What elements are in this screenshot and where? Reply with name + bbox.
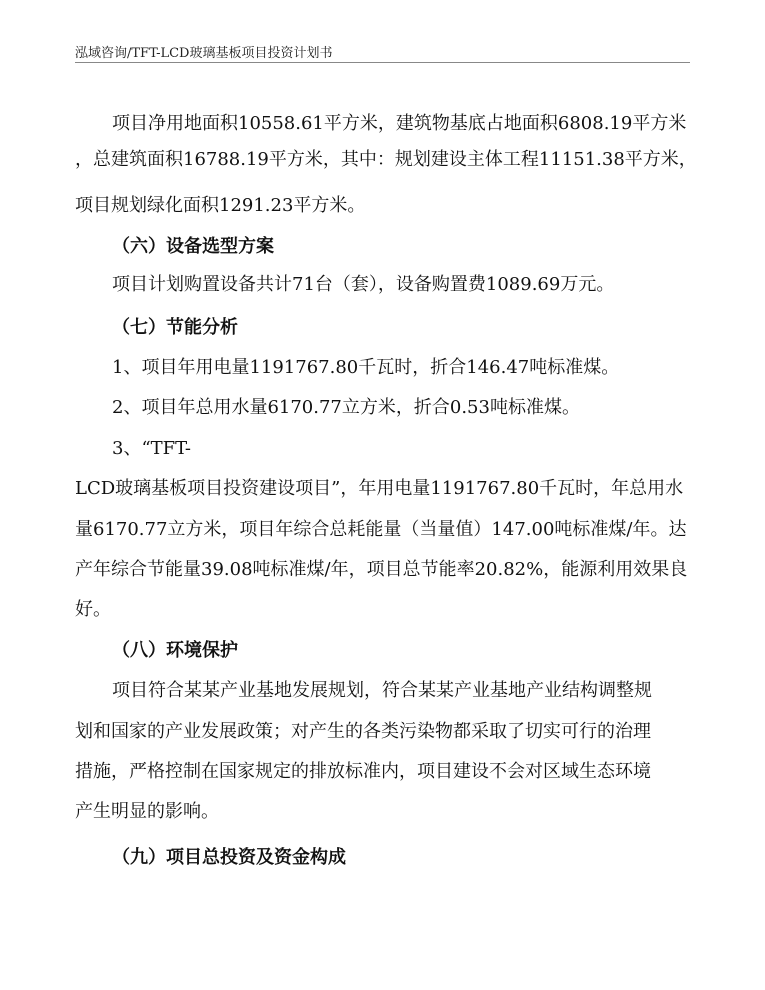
paragraph-line: 划和国家的产业发展政策；对产生的各类污染物都采取了切实可行的治理 <box>75 721 651 742</box>
document-header: 泓域咨询/TFT-LCD玻璃基板项目投资计划书 <box>75 46 333 61</box>
paragraph-line: 项目规划绿化面积1291.23平方米。 <box>75 195 366 216</box>
paragraph-line: 好。 <box>75 599 111 620</box>
paragraph-line: 项目净用地面积10558.61平方米，建筑物基底占地面积6808.19平方米 <box>112 113 687 134</box>
paragraph-line: LCD玻璃基板项目投资建设项目”，年用电量1191767.80千瓦时，年总用水 <box>75 478 684 499</box>
paragraph-line: 3、“TFT- <box>112 438 191 459</box>
paragraph-line: ，总建筑面积16788.19平方米，其中：规划建设主体工程11151.38平方米， <box>75 149 697 170</box>
paragraph-line: 措施，严格控制在国家规定的排放标准内，项目建设不会对区域生态环境 <box>75 761 651 782</box>
paragraph-line: 产生明显的影响。 <box>75 801 219 822</box>
paragraph-line: 2、项目年总用水量6170.77立方米，折合0.53吨标准煤。 <box>112 397 580 418</box>
section-heading: （六）设备选型方案 <box>112 236 274 257</box>
paragraph-line: 1、项目年用电量1191767.80千瓦时，折合146.47吨标准煤。 <box>112 357 620 378</box>
paragraph-line: 项目计划购置设备共计71台（套），设备购置费1089.69万元。 <box>112 274 615 295</box>
section-heading: （七）节能分析 <box>112 317 238 338</box>
paragraph-line: 量6170.77立方米，项目年综合总耗能量（当量值）147.00吨标准煤/年。达 <box>75 519 687 540</box>
header-divider <box>75 62 690 63</box>
section-heading: （八）环境保护 <box>112 640 238 661</box>
section-heading: （九）项目总投资及资金构成 <box>112 847 346 868</box>
paragraph-line: 项目符合某某产业基地发展规划，符合某某产业基地产业结构调整规 <box>112 680 652 701</box>
paragraph-line: 产年综合节能量39.08吨标准煤/年，项目总节能率20.82%，能源利用效果良 <box>75 559 688 580</box>
